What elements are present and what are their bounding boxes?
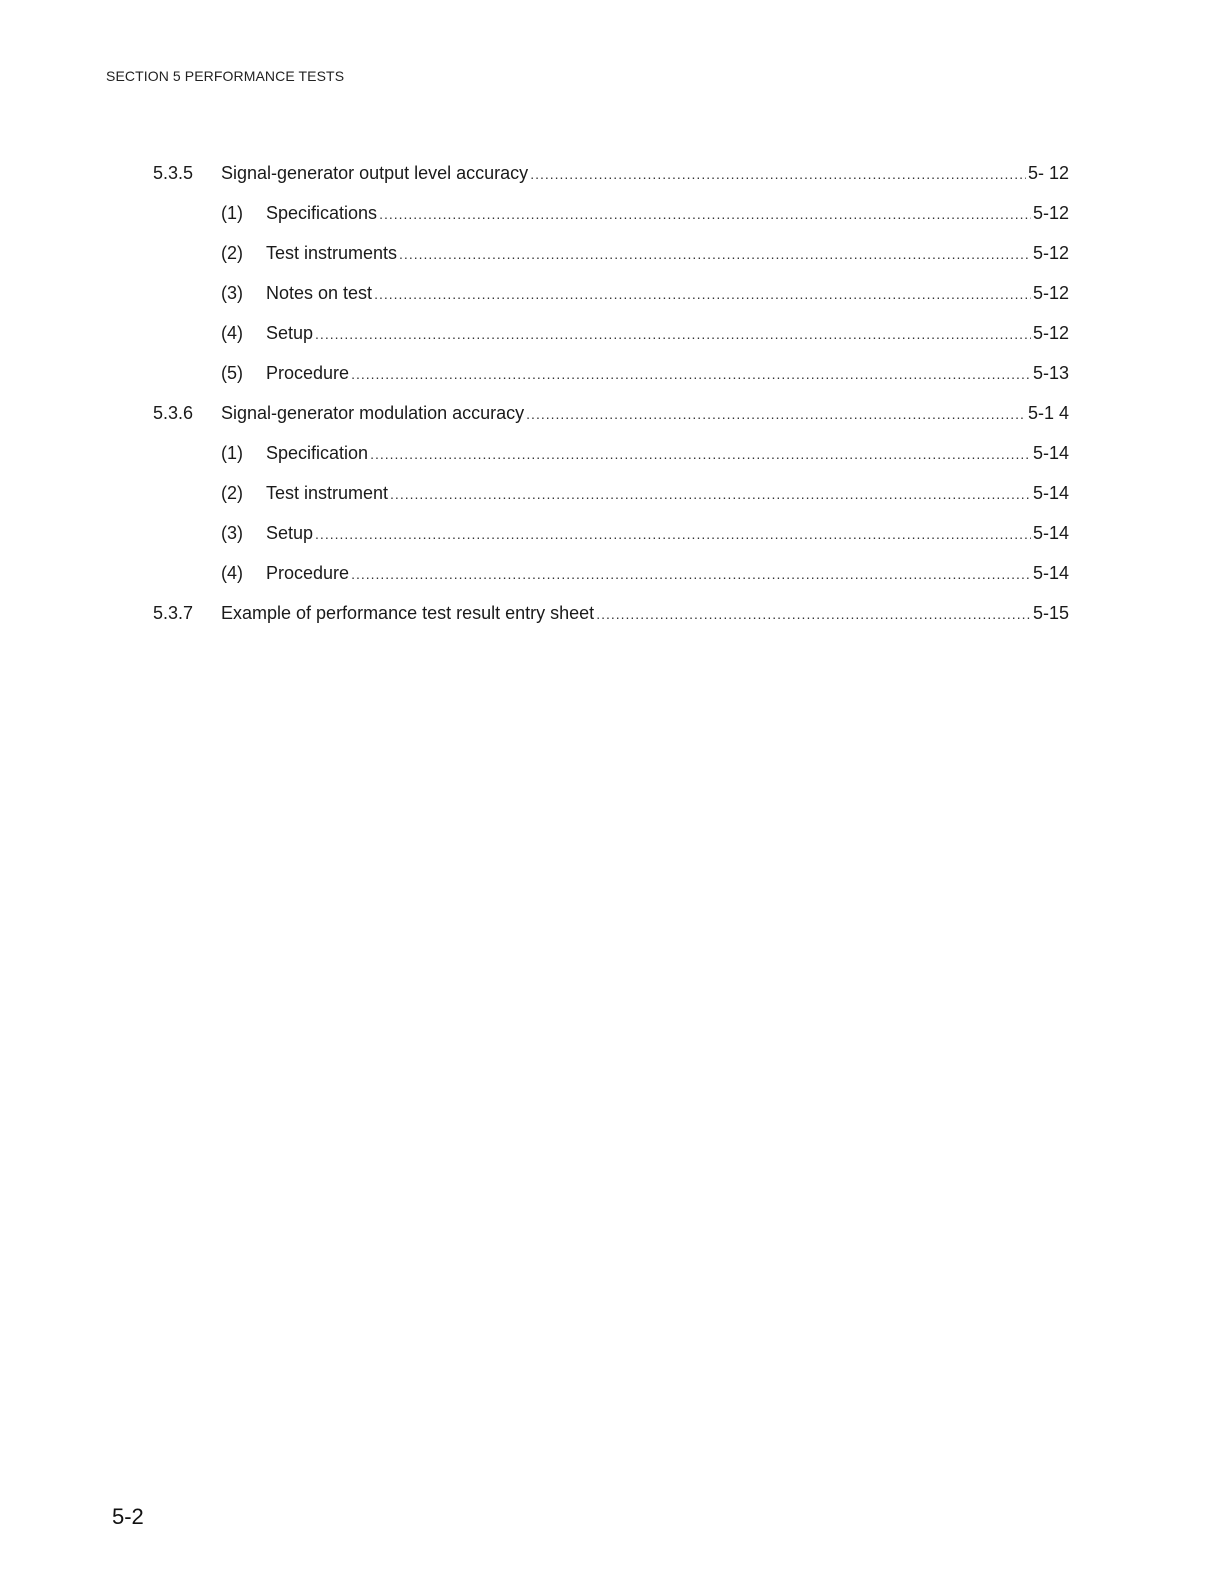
toc-subentry-setup[interactable] <box>0 318 1224 358</box>
toc-entry-page: 5-14 <box>1032 443 1069 463</box>
toc-subentry-specification[interactable] <box>0 438 1224 478</box>
toc-entry-page: 5-13 <box>1032 363 1069 383</box>
toc-subentry-setup[interactable] <box>0 518 1224 558</box>
toc-entry-number: (1) <box>221 443 243 463</box>
toc-entry-page: 5-12 <box>1032 283 1069 303</box>
toc-entry-title: Signal-generator modulation accuracy <box>221 403 525 423</box>
toc-entry-5-3-7[interactable] <box>0 598 1224 638</box>
toc-subentry-procedure[interactable] <box>0 358 1224 398</box>
toc-dot-leader <box>374 279 1031 309</box>
toc-entry-number: 5.3.6 <box>153 403 194 423</box>
toc-entry-number: 5.3.5 <box>153 163 194 183</box>
running-header: SECTION 5 PERFORMANCE TESTS <box>106 68 345 84</box>
page-number: 5-2 <box>112 1504 144 1529</box>
toc-entry-page: 5-12 <box>1032 323 1069 343</box>
toc-entry-5-3-6[interactable] <box>0 398 1224 438</box>
toc-dot-leader <box>351 359 1031 389</box>
toc-entry-number: (3) <box>221 523 243 543</box>
toc-dot-leader <box>596 599 1031 629</box>
toc-entry-5-3-5[interactable] <box>0 158 1224 198</box>
toc-entry-number: (3) <box>221 283 243 303</box>
table-of-contents <box>0 158 1224 638</box>
toc-subentry-procedure[interactable] <box>0 558 1224 598</box>
toc-entry-title: Test instruments <box>266 243 398 263</box>
toc-dot-leader <box>315 319 1031 349</box>
toc-subentry-test-instruments[interactable] <box>0 238 1224 278</box>
toc-entry-number: (2) <box>221 483 243 503</box>
toc-dot-leader <box>390 479 1031 509</box>
toc-subentry-notes-on-test[interactable] <box>0 278 1224 318</box>
toc-entry-title: Notes on test <box>266 283 373 303</box>
toc-entry-number: (2) <box>221 243 243 263</box>
toc-subentry-specifications[interactable] <box>0 198 1224 238</box>
toc-dot-leader <box>351 559 1031 589</box>
toc-entry-page: 5-12 <box>1032 203 1069 223</box>
toc-entry-title: Specifications <box>266 203 378 223</box>
toc-dot-leader <box>315 519 1031 549</box>
toc-entry-page: 5-12 <box>1032 243 1069 263</box>
toc-entry-page: 5-14 <box>1032 483 1069 503</box>
toc-dot-leader <box>379 199 1031 229</box>
toc-dot-leader <box>530 159 1026 189</box>
toc-entry-title: Setup <box>266 323 314 343</box>
toc-entry-number: (1) <box>221 203 243 223</box>
toc-entry-page: 5-15 <box>1032 603 1069 623</box>
toc-entry-number: (5) <box>221 363 243 383</box>
toc-entry-title: Setup <box>266 523 314 543</box>
toc-entry-title: Procedure <box>266 563 350 583</box>
toc-entry-title: Procedure <box>266 363 350 383</box>
toc-entry-title: Test instrument <box>266 483 389 503</box>
toc-entry-page: 5-1 4 <box>1027 403 1069 423</box>
toc-entry-number: 5.3.7 <box>153 603 194 623</box>
toc-entry-page: 5-14 <box>1032 563 1069 583</box>
toc-entry-number: (4) <box>221 563 243 583</box>
toc-subentry-test-instrument[interactable] <box>0 478 1224 518</box>
toc-entry-page: 5- 12 <box>1027 163 1069 183</box>
toc-dot-leader <box>399 239 1031 269</box>
toc-dot-leader <box>370 439 1031 469</box>
toc-entry-number: (4) <box>221 323 243 343</box>
toc-entry-page: 5-14 <box>1032 523 1069 543</box>
toc-dot-leader <box>526 399 1026 429</box>
toc-entry-title: Signal-generator output level accuracy <box>221 163 529 183</box>
toc-entry-title: Example of performance test result entry sheet <box>221 603 595 623</box>
toc-entry-title: Specification <box>266 443 369 463</box>
